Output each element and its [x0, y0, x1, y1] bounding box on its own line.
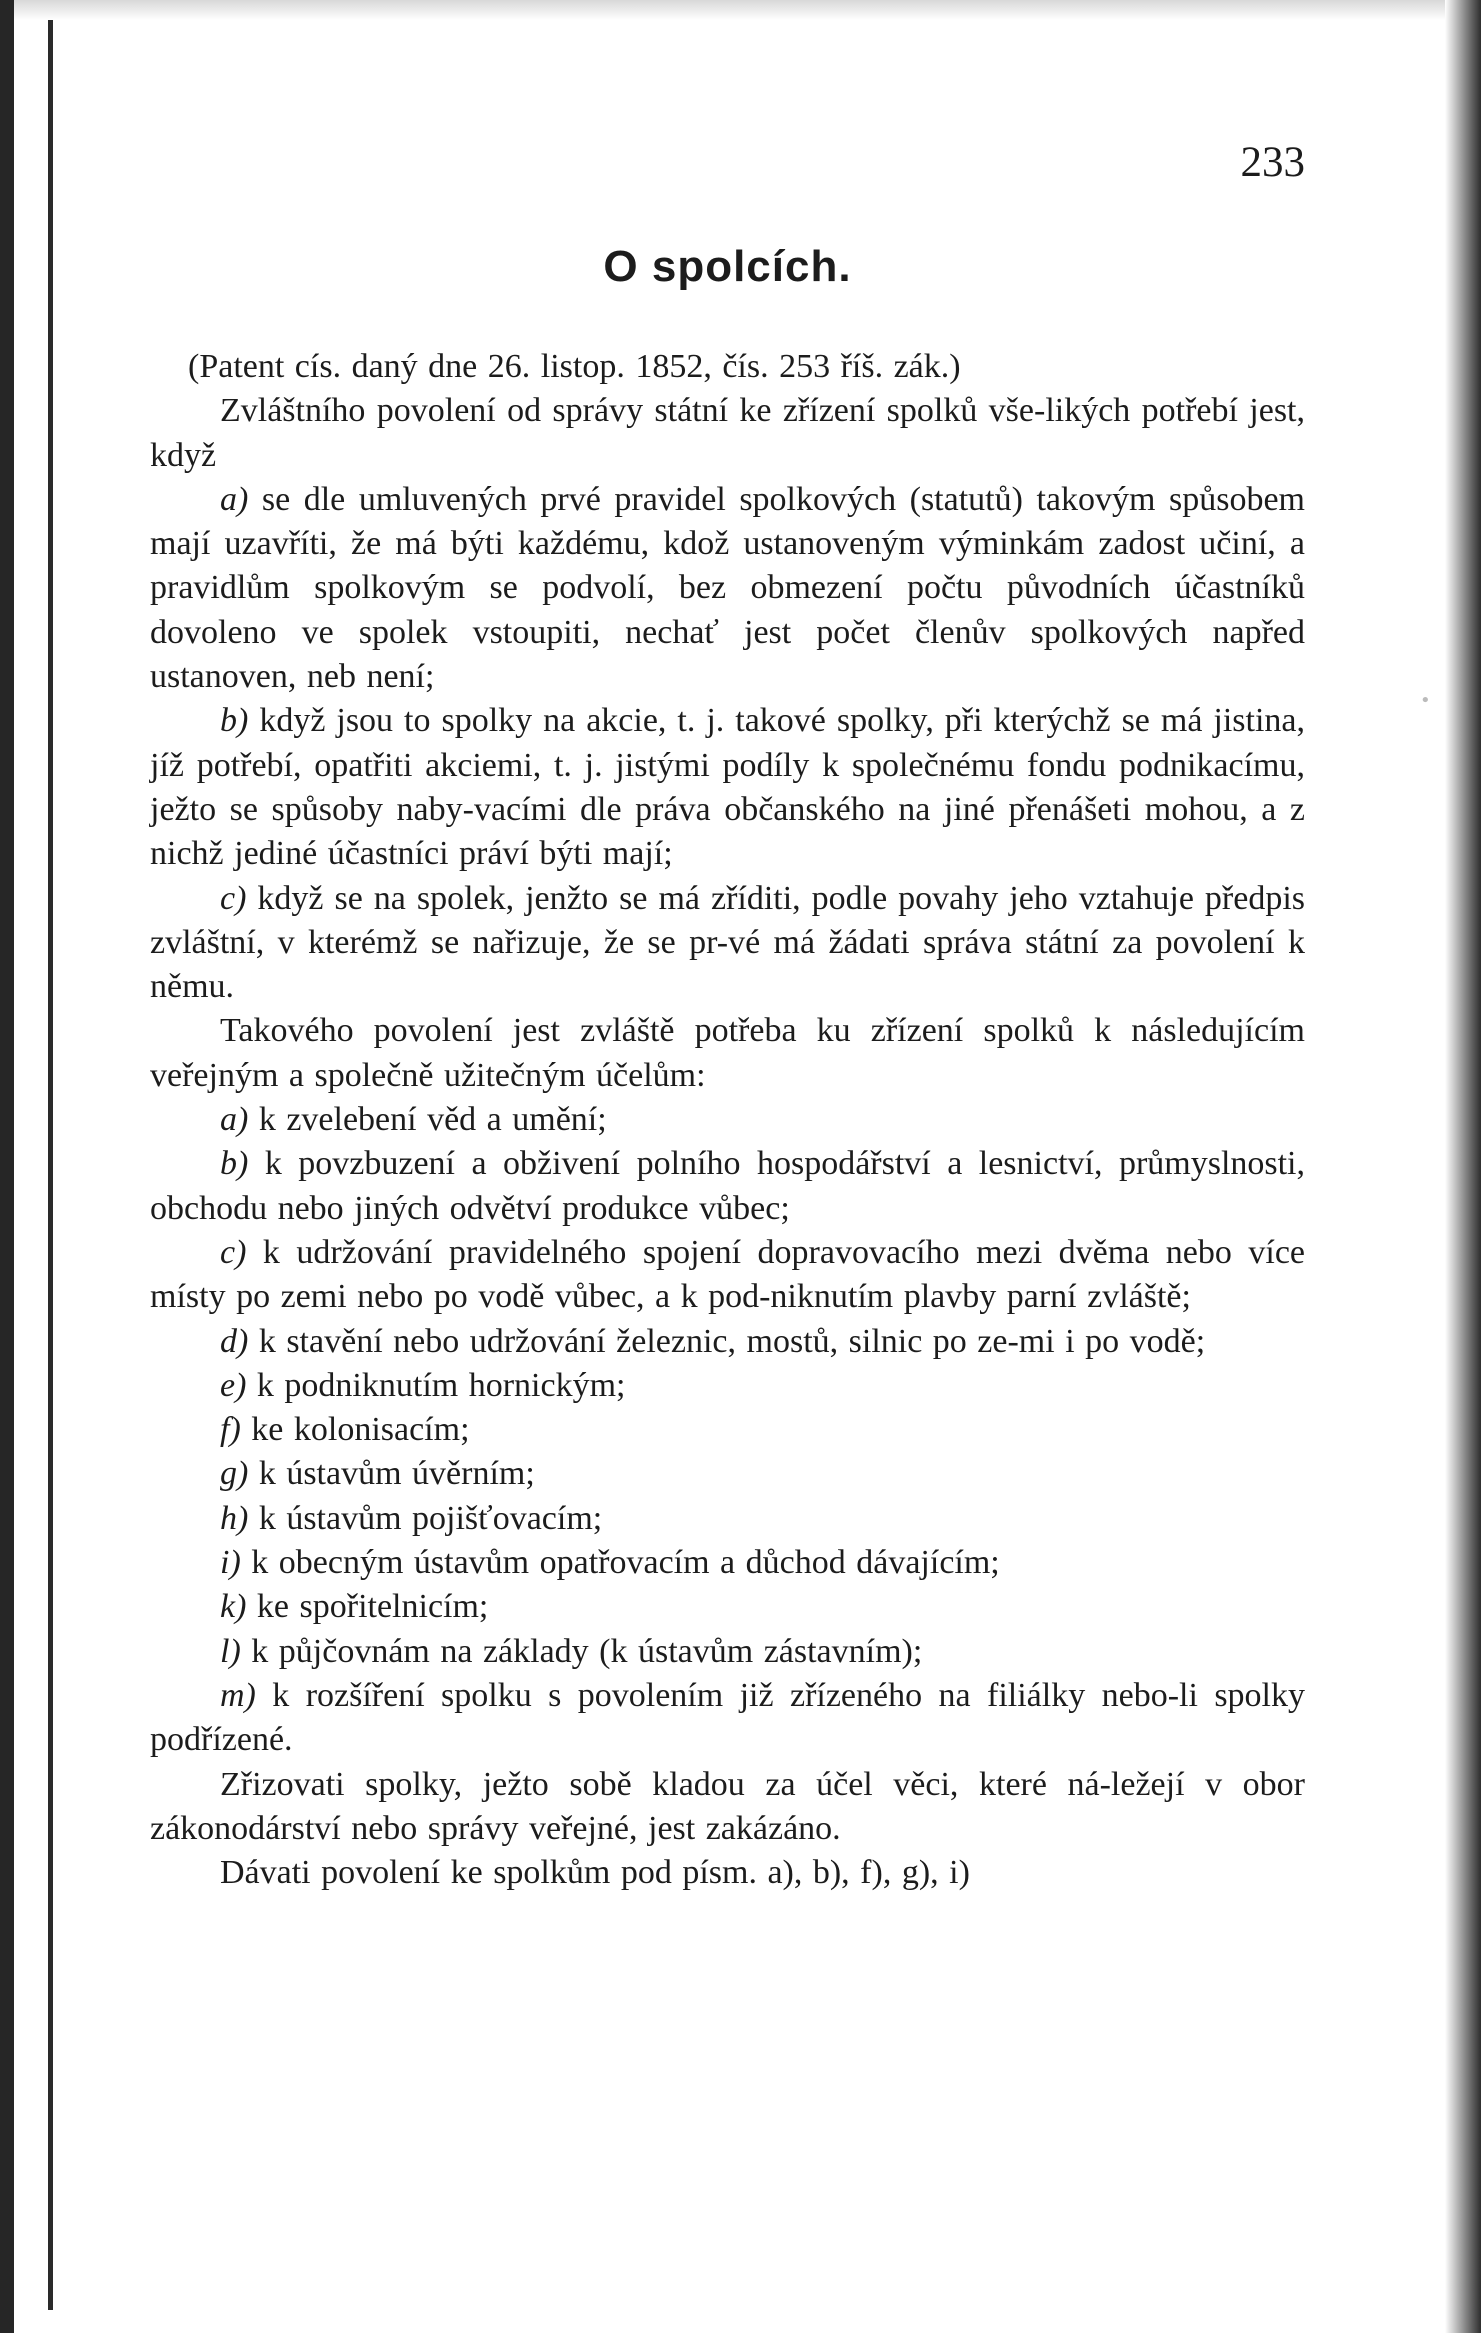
item-label: b): [220, 702, 249, 740]
item-label: h): [220, 1499, 249, 1537]
item-label: l): [220, 1632, 241, 1670]
page-title: O spolcích.: [603, 242, 852, 291]
purpose-item: [150, 1408, 1305, 1452]
item-label: b): [220, 1145, 249, 1183]
item-text: k obecným ústavům opatřovacím a důchod dávajícím;: [251, 1544, 1000, 1582]
condition-item: [150, 877, 1305, 1010]
purpose-item: [150, 1098, 1305, 1142]
item-text: k stavění nebo udržování železnic, mostů, silnic po ze-mi i po vodě;: [258, 1322, 1206, 1360]
item-label: a): [220, 480, 249, 518]
item-label: c): [220, 879, 247, 917]
purpose-item: [150, 1364, 1305, 1408]
scan-edge-right: [1445, 0, 1481, 2333]
scan-rule-left: [48, 20, 53, 2310]
item-text: k povzbuzení a obživení polního hospodářství a lesnictví, průmyslnosti, obchodu nebo jiných odvětví produkce vůbec;: [150, 1145, 1306, 1227]
item-label: i): [220, 1544, 241, 1582]
condition-item: [150, 699, 1305, 876]
item-text: se dle umluvených prvé pravidel spolkových (statutů) takovým spůsobem mají uzavříti, že má býti každému, kdož ustanoveným výminkám zadost učiní, a pravidlům spolkovým se podvolí, bez obmezení počtu původních účastníků dovoleno ve spolek vstoupiti, nechať jest počet členův spolkových napřed ustanoven, neb není;: [150, 480, 1305, 696]
purpose-item: [150, 1231, 1305, 1320]
item-label: a): [220, 1101, 249, 1139]
purpose-item: [150, 1674, 1305, 1763]
item-text: k ústavům úvěrním;: [258, 1455, 535, 1493]
item-text: k rozšíření spolku s povolením již zřízeného na filiálky nebo-li spolky podřízené.: [150, 1676, 1305, 1759]
page-number: 233: [1240, 139, 1305, 186]
item-text: k podniknutím hornickým;: [256, 1366, 626, 1404]
item-text: když se na spolek, jenžto se má zříditi, podle povahy jeho vztahuje předpis zvláštní, v kterémž se nařizuje, že se pr-vé má žádati správa státní za povolení k němu.: [150, 879, 1306, 1006]
purposes-intro: Takového povolení jest zvláště potřeba ku zřízení spolků k následujícím veřejným a společně užitečným účelům:: [150, 1012, 1305, 1094]
purpose-item: [150, 1585, 1305, 1629]
patent-reference: (Patent cís. daný dne 26. listop. 1852, čís. 253 říš. zák.): [188, 348, 961, 385]
item-text: k udržování pravidelného spojení dopravovacího mezi dvěma nebo více místy po zemi nebo po vodě vůbec, a k pod-niknutím plavby parní zvláště;: [150, 1233, 1305, 1316]
item-label: d): [220, 1322, 249, 1360]
item-text: k ústavům pojišťovacím;: [258, 1499, 603, 1537]
closing-line: Dávati povolení ke spolkům pod písm. a), b), f), g), i): [220, 1854, 970, 1892]
item-label: m): [220, 1676, 256, 1714]
prohibition-paragraph: Zřizovati spolky, ježto sobě kladou za účel věci, které ná-ležejí v obor zákonodárství nebo správy veřejné, jest zakázáno.: [150, 1765, 1305, 1847]
purpose-item: [150, 1630, 1305, 1674]
scan-edge-left: [0, 0, 14, 2333]
item-text: ke spořitelnicím;: [256, 1588, 489, 1626]
scan-shadow-top: [14, 0, 1481, 20]
document-body: [150, 345, 1305, 1895]
item-label: k): [220, 1588, 247, 1626]
condition-item: [150, 478, 1305, 699]
item-text: ke kolonisacím;: [251, 1411, 470, 1449]
purpose-item: [150, 1142, 1305, 1231]
purpose-item: [150, 1497, 1305, 1541]
item-label: e): [220, 1366, 247, 1404]
purpose-item: [150, 1320, 1305, 1364]
item-text: k zvelebení věd a umění;: [258, 1101, 607, 1139]
item-label: f): [220, 1411, 241, 1449]
item-label: c): [220, 1233, 247, 1271]
item-label: g): [220, 1455, 249, 1493]
purpose-item: [150, 1452, 1305, 1496]
intro-paragraph: Zvláštního povolení od správy státní ke zřízení spolků vše-likých potřebí jest, když: [150, 392, 1305, 474]
purpose-item: [150, 1541, 1305, 1585]
item-text: když jsou to spolky na akcie, t. j. takové spolky, při kterýchž se má jistina, jíž potřebí, opatřiti akciemi, t. j. jistými podíly k společnému fondu podnikacímu, ježto se spůsoby naby-vacími dle práva občanského na jiné přenášeti mohou, a z nichž jediné účastníci práví býti mají;: [150, 702, 1306, 873]
ink-speck: •: [1420, 690, 1431, 711]
item-text: k půjčovnám na základy (k ústavům zástavním);: [251, 1632, 923, 1670]
